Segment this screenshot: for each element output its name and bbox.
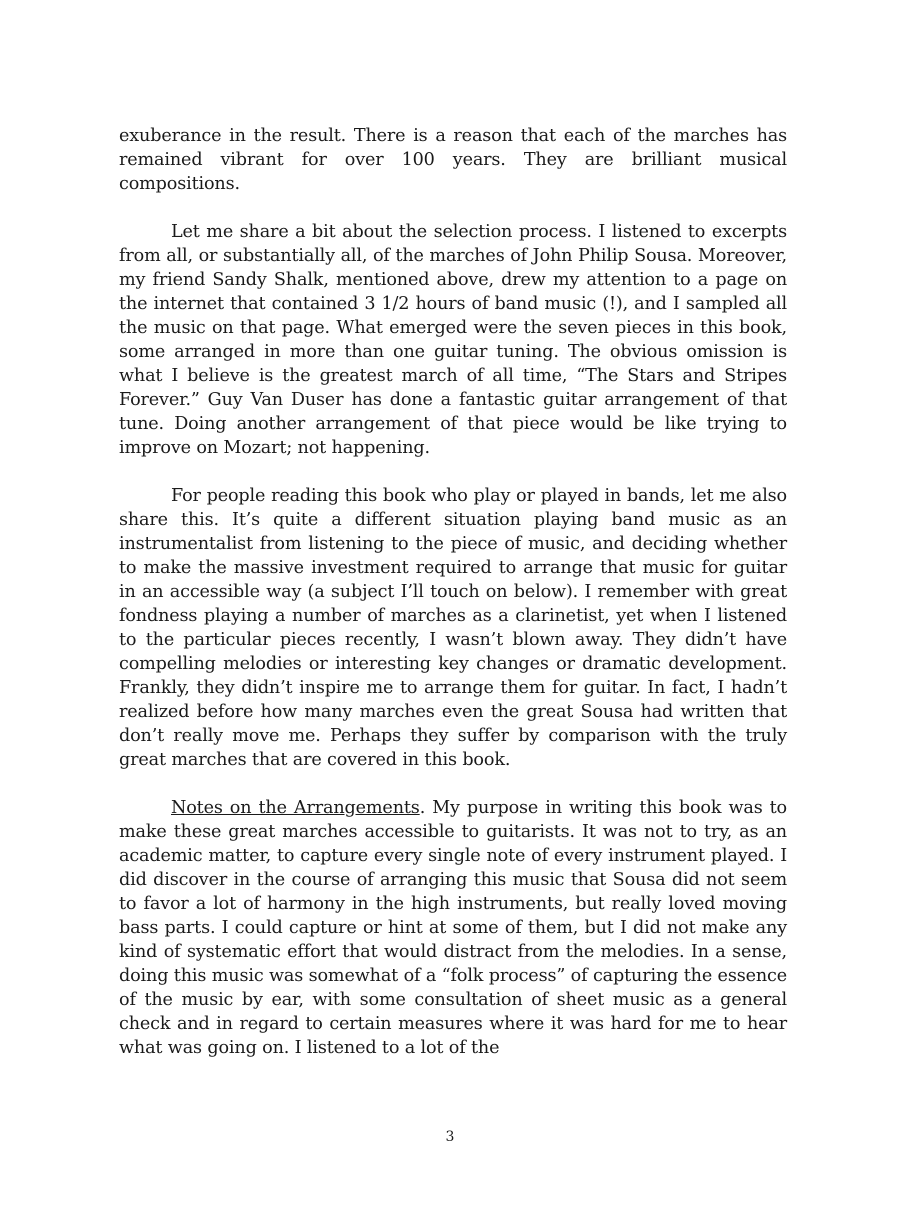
- paragraph-2: [119, 220, 787, 460]
- paragraph-1: [119, 124, 787, 196]
- paragraph-3: [119, 484, 787, 772]
- section-heading: Notes on the Arrangements: [171, 798, 420, 818]
- paragraph-4: [119, 796, 787, 1060]
- page-number: 3: [445, 1129, 455, 1145]
- paragraph-3-text: For people reading this book who play or played in bands, let me also share this. It’s quite a different situation playing band music as an instrumentalist from listening to the piece of music, and deciding whether to make the massive investment required to arrange that music for guitar in an accessible way (a subject I’ll touch on below). I remember with great fondness playing a number of marches as a clarinetist, yet when I listened to the particular pieces recently, I wasn’t blown away. They didn’t have compelling melodies or interesting key changes or dramatic development. Frankly, they didn’t inspire me to arrange them for guitar. In fact, I hadn’t realized before how many marches even the great Sousa had written that don’t really move me. Perhaps they suffer by comparison with the truly great marches that are covered in this book.: [119, 486, 787, 770]
- body-text: [119, 124, 787, 1084]
- paragraph-1-text: exuberance in the result. There is a reason that each of the marches has remained vibrant for over 100 years. They are brilliant musical compositions.: [119, 126, 787, 194]
- paragraph-2-text: Let me share a bit about the selection process. I listened to excerpts from all, or substantially all, of the marches of John Philip Sousa. Moreover, my friend Sandy Shalk, mentioned above, drew my attention to a page on the internet that contained 3 1/2 hours of band music (!), and I sampled all the music on that page. What emerged were the seven pieces in this book, some arranged in more than one guitar tuning. The obvious omission is what I believe is the greatest march of all time, “The Stars and Stripes Forever.” Guy Van Duser has done a fantastic guitar arrangement of that tune. Doing another arrangement of that piece would be like trying to improve on Mozart; not happening.: [119, 222, 787, 458]
- paragraph-4-text: . My purpose in writing this book was to make these great marches accessible to guitarists. It was not to try, as an academic matter, to capture every single note of every instrument played. I did discover in the course of arranging this music that Sousa did not seem to favor a lot of harmony in the high instruments, but really loved moving bass parts. I could capture or hint at some of them, but I did not make any kind of systematic effort that would distract from the melodies. In a sense, doing this music was somewhat of a “folk process” of capturing the essence of the music by ear, with some consultation of sheet music as a general check and in regard to certain measures where it was hard for me to hear what was going on. I listened to a lot of the: [119, 798, 788, 1058]
